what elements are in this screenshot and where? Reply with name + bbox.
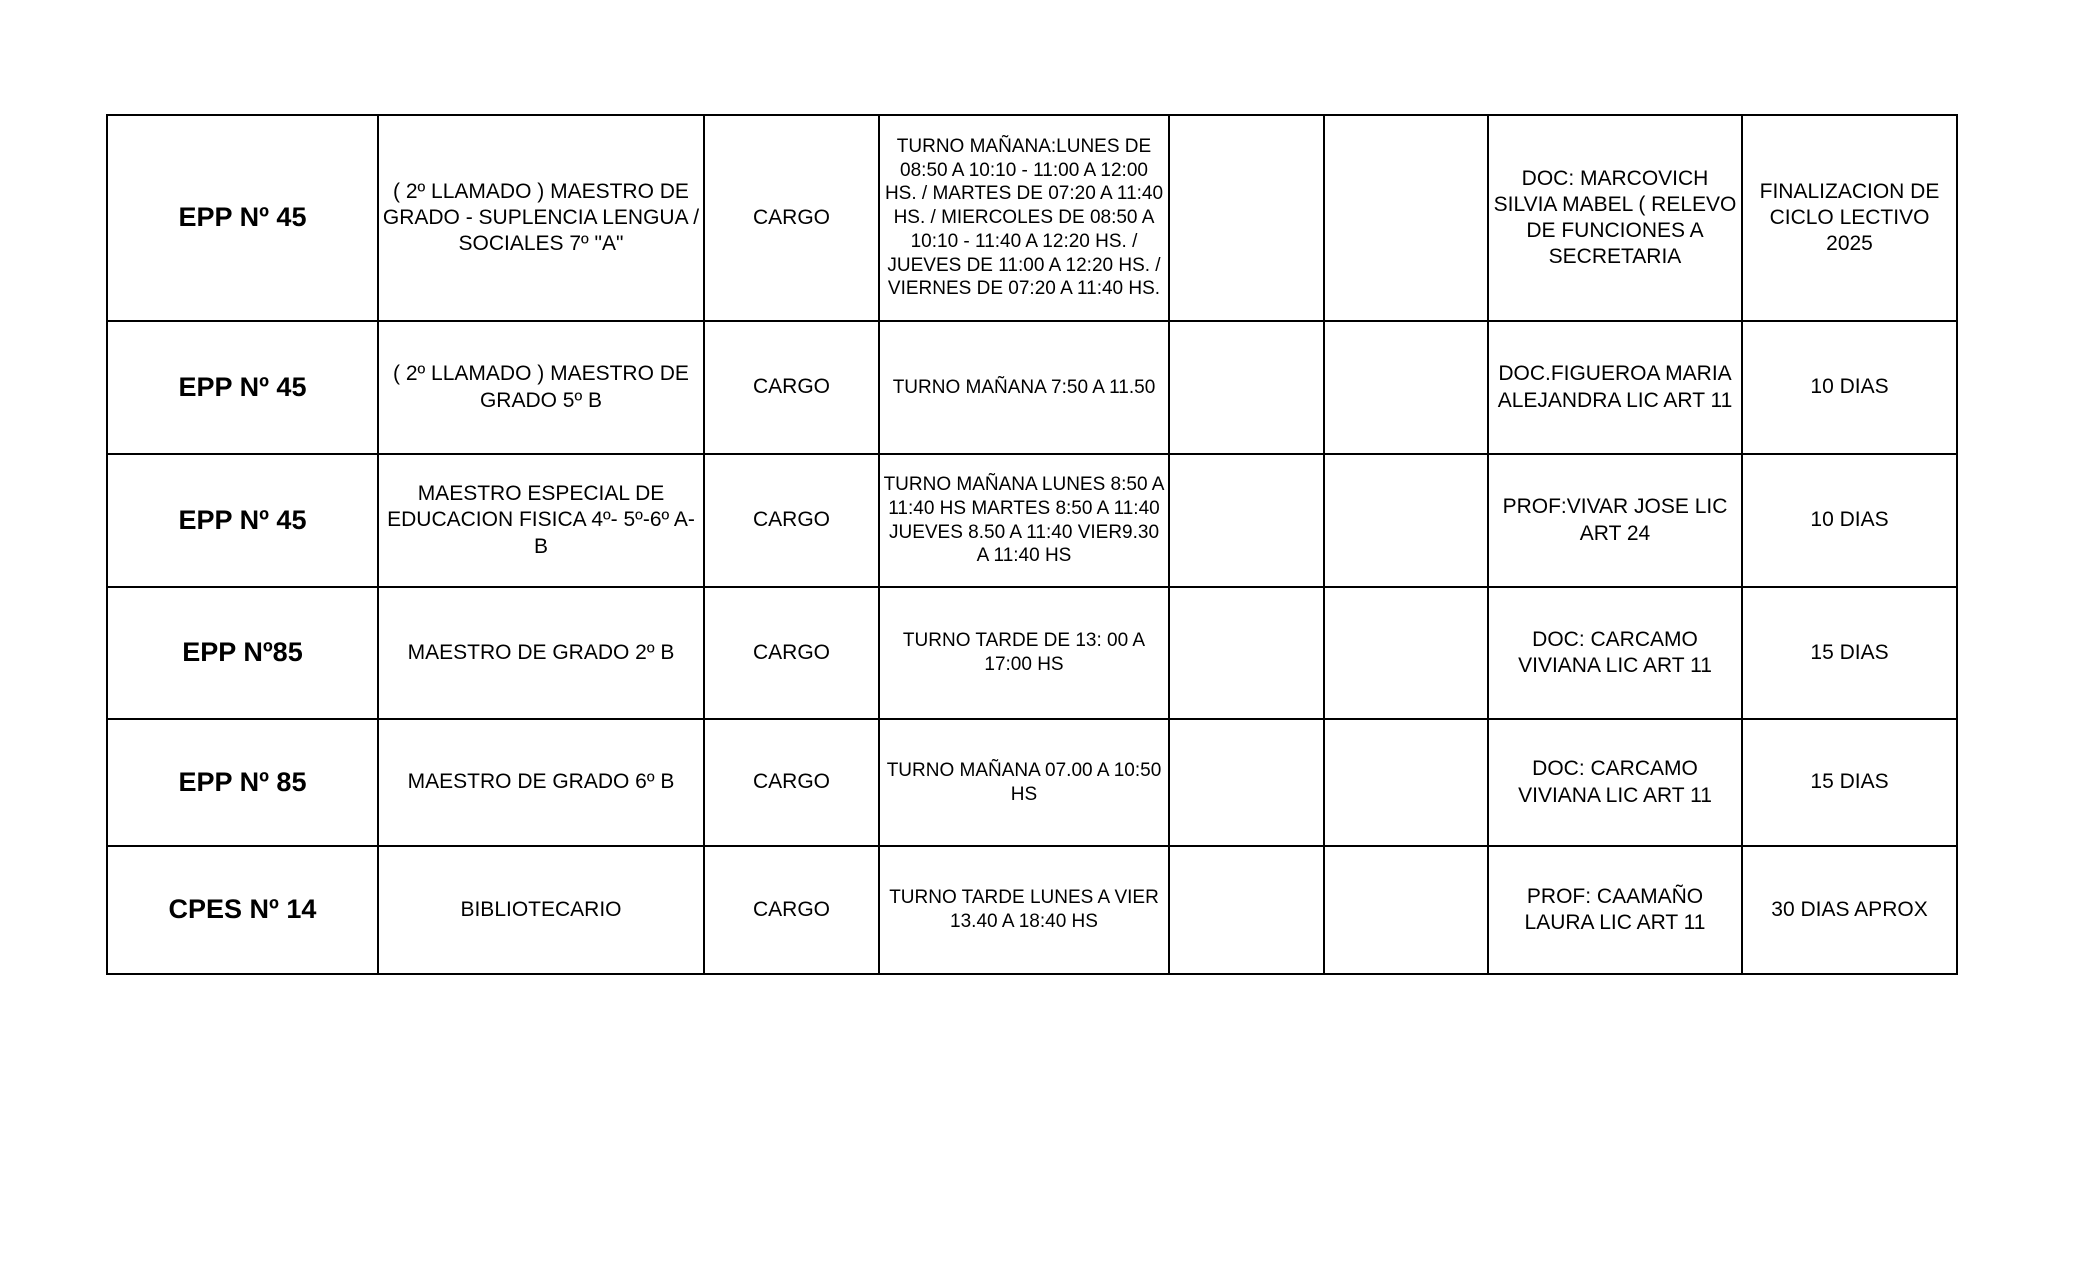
school-cell: EPP Nº 45 (107, 454, 378, 587)
school-cell: EPP Nº 45 (107, 115, 378, 321)
table-row (107, 846, 1957, 974)
schedule-cell: TURNO TARDE DE 13: 00 A 17:00 HS (879, 587, 1169, 719)
schedule-cell: TURNO MAÑANA 07.00 A 10:50 HS (879, 719, 1169, 846)
schedule-cell: TURNO MAÑANA 7:50 A 11.50 (879, 321, 1169, 454)
empty-cell (1324, 587, 1488, 719)
table-row (107, 321, 1957, 454)
type-cell: CARGO (704, 321, 879, 454)
empty-cell (1169, 587, 1324, 719)
position-cell: BIBLIOTECARIO (378, 846, 704, 974)
empty-cell (1324, 454, 1488, 587)
empty-cell (1169, 846, 1324, 974)
empty-cell (1324, 719, 1488, 846)
type-cell: CARGO (704, 587, 879, 719)
empty-cell (1169, 719, 1324, 846)
replaces-cell: PROF: CAAMAÑO LAURA LIC ART 11 (1488, 846, 1742, 974)
duration-cell: 10 DIAS (1742, 321, 1957, 454)
schedule-cell: TURNO MAÑANA:LUNES DE 08:50 A 10:10 - 11:00 A 12:00 HS. / MARTES DE 07:20 A 11:40 HS. / MIERCOLES DE 08:50 A 10:10 - 11:40 A 12:20 HS. / JUEVES DE 11:00 A 12:20 HS. / VIERNES DE 07:20 A 11:40 HS. (879, 115, 1169, 321)
type-cell: CARGO (704, 846, 879, 974)
school-cell: EPP Nº85 (107, 587, 378, 719)
empty-cell (1324, 321, 1488, 454)
school-cell: EPP Nº 85 (107, 719, 378, 846)
schedule-cell: TURNO TARDE LUNES A VIER 13.40 A 18:40 HS (879, 846, 1169, 974)
table-row (107, 587, 1957, 719)
duration-cell: 15 DIAS (1742, 587, 1957, 719)
position-cell: MAESTRO DE GRADO 6º B (378, 719, 704, 846)
table-row (107, 115, 1957, 321)
table-row (107, 454, 1957, 587)
replaces-cell: DOC.FIGUEROA MARIA ALEJANDRA LIC ART 11 (1488, 321, 1742, 454)
replaces-cell: DOC: MARCOVICH SILVIA MABEL ( RELEVO DE FUNCIONES A SECRETARIA (1488, 115, 1742, 321)
schedule-cell: TURNO MAÑANA LUNES 8:50 A 11:40 HS MARTES 8:50 A 11:40 JUEVES 8.50 A 11:40 VIER9.30 A 11:40 HS (879, 454, 1169, 587)
duration-cell: 15 DIAS (1742, 719, 1957, 846)
empty-cell (1324, 846, 1488, 974)
vacancy-table (106, 114, 1958, 975)
position-cell: ( 2º LLAMADO ) MAESTRO DE GRADO 5º B (378, 321, 704, 454)
replaces-cell: DOC: CARCAMO VIVIANA LIC ART 11 (1488, 719, 1742, 846)
position-cell: ( 2º LLAMADO ) MAESTRO DE GRADO - SUPLENCIA LENGUA / SOCIALES 7º "A" (378, 115, 704, 321)
empty-cell (1169, 454, 1324, 587)
duration-cell: 30 DIAS APROX (1742, 846, 1957, 974)
duration-cell: FINALIZACION DE CICLO LECTIVO 2025 (1742, 115, 1957, 321)
table-row (107, 719, 1957, 846)
replaces-cell: PROF:VIVAR JOSE LIC ART 24 (1488, 454, 1742, 587)
school-cell: EPP Nº 45 (107, 321, 378, 454)
type-cell: CARGO (704, 719, 879, 846)
empty-cell (1169, 321, 1324, 454)
empty-cell (1324, 115, 1488, 321)
position-cell: MAESTRO ESPECIAL DE EDUCACION FISICA 4º- 5º-6º A-B (378, 454, 704, 587)
type-cell: CARGO (704, 115, 879, 321)
school-cell: CPES Nº 14 (107, 846, 378, 974)
empty-cell (1169, 115, 1324, 321)
replaces-cell: DOC: CARCAMO VIVIANA LIC ART 11 (1488, 587, 1742, 719)
position-cell: MAESTRO DE GRADO 2º B (378, 587, 704, 719)
type-cell: CARGO (704, 454, 879, 587)
duration-cell: 10 DIAS (1742, 454, 1957, 587)
